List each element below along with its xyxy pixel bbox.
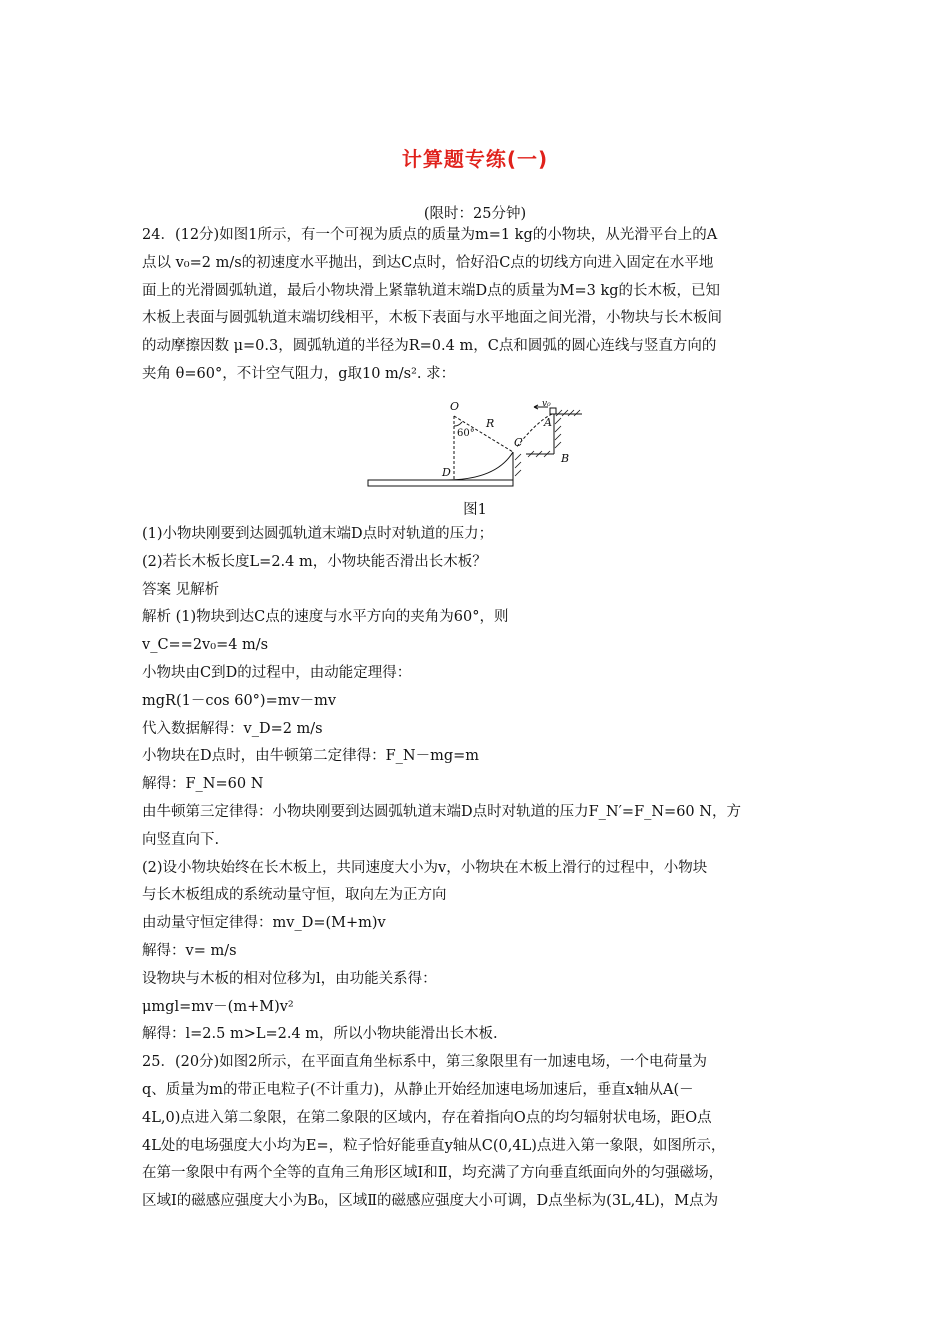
text-line: 由牛顿第三定律得：小物块刚要到达圆弧轨道末端D点时对轨道的压力F_N′=F_N=60 N，方: [142, 803, 741, 820]
text-line: 木板上表面与圆弧轨道末端切线相平，木板下表面与水平地面之间光滑，小物块与长木板间: [142, 310, 722, 327]
label-d: D: [442, 466, 451, 479]
text-line: 的动摩擦因数 μ=0.3，圆弧轨道的半径为R=0.4 m，C点和圆弧的圆心连线与竖直方向的: [142, 338, 717, 355]
text-line: 由动量守恒定律得：mv_D=(M+m)v: [142, 915, 386, 932]
text-line: 向竖直向下.: [142, 831, 220, 848]
figure-1-diagram: [366, 398, 586, 494]
label-b: B: [561, 452, 570, 465]
label-r: R: [486, 417, 495, 430]
text-line: v_C==2v₀=4 m/s: [142, 637, 269, 654]
text-line: (2)若长木板长度L=2.4 m，小物块能否滑出长木板？: [142, 553, 487, 570]
text-line: 解得：l=2.5 m>L=2.4 m，所以小物块能滑出长木板.: [142, 1026, 498, 1043]
text-line: 小物块在D点时，由牛顿第二定律得：F_N－mg=m: [142, 748, 480, 765]
text-line: 在第一象限中有两个全等的直角三角形区域Ⅰ和Ⅱ，均充满了方向垂直纸面向外的匀强磁场，: [142, 1165, 724, 1182]
text-line: mgR(1－cos 60°)=mv－mv: [142, 692, 337, 709]
text-line: 小物块由C到D的过程中，由动能定理得：: [142, 664, 412, 681]
arc-track: [446, 452, 513, 480]
document-title: 计算题专练(一): [401, 147, 549, 171]
label-c: C: [514, 436, 523, 449]
problem-24-text: [142, 222, 814, 389]
figure-caption: 图1: [463, 502, 487, 518]
text-line: 4L处的电场强度大小均为E=，粒子恰好能垂直y轴从C(0,4L)点进入第一象限，如图所示，: [142, 1137, 726, 1154]
text-line: 夹角 θ=60°，不计空气阻力，g取10 m/s². 求：: [142, 365, 456, 382]
text-line: 设物块与木板的相对位移为l，由功能关系得：: [142, 970, 437, 987]
text-line: 代入数据解得：v_D=2 m/s: [142, 720, 323, 737]
text-line: 解得：F_N=60 N: [142, 776, 264, 793]
label-angle: 60°: [457, 428, 475, 439]
text-line: μmgl=mv－(m+M)v²: [142, 998, 294, 1015]
text-line: 24．(12分)如图1所示，有一个可视为质点的质量为m=1 kg的小物块，从光滑平台上的A: [142, 227, 718, 243]
text-line: q、质量为m的带正电粒子(不计重力)，从静止开始经加速电场加速后，垂直x轴从A(－: [142, 1081, 694, 1098]
angle-arc: [454, 422, 462, 426]
text-line: (1)小物块刚要到达圆弧轨道末端D点时对轨道的压力；: [142, 526, 494, 542]
text-line: 面上的光滑圆弧轨道，最后小物块滑上紧靠轨道末端D点的质量为M=3 kg的长木板，已知: [142, 282, 721, 299]
text-line: 区域Ⅰ的磁感应强度大小为B₀，区域Ⅱ的磁感应强度大小可调，D点坐标为(3L,4L)，M点为: [142, 1193, 719, 1210]
text-line: 与长木板组成的系统动量守恒，取向左为正方向: [142, 887, 447, 904]
label-v0: v₀: [542, 399, 551, 409]
time-limit: (限时：25分钟): [423, 206, 527, 222]
text-line: 4L,0)点进入第二象限，在第二象限的区域内，存在着指向O点的均匀辐射状电场，距O点: [142, 1109, 712, 1126]
text-line: 解析 (1)物块到达C点的速度与水平方向的夹角为60°，则: [142, 609, 509, 626]
text-line: (2)设小物块始终在长木板上，共同速度大小为v，小物块在木板上滑行的过程中，小物块: [142, 859, 708, 876]
long-board: [368, 480, 513, 486]
text-line: 25．(20分)如图2所示，在平面直角坐标系中，第三象限里有一加速电场，一个电荷量为: [142, 1054, 707, 1071]
label-o: O: [450, 400, 460, 413]
label-a: A: [544, 416, 552, 429]
text-line: 答案 见解析: [142, 581, 220, 598]
problem-text-continued: [142, 521, 814, 1216]
text-line: 点以 v₀=2 m/s的初速度水平抛出，到达C点时，恰好沿C点的切线方向进入固定在水平地: [142, 254, 714, 271]
text-line: 解得：v= m/s: [142, 942, 237, 959]
small-block: [550, 408, 556, 414]
